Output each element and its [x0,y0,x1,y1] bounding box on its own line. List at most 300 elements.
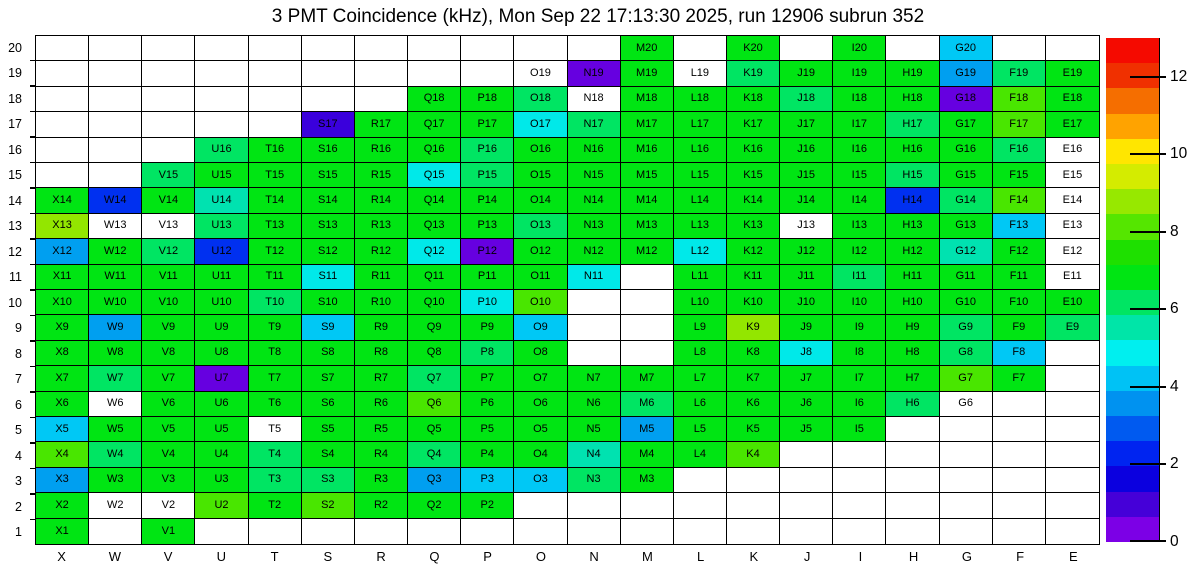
grid-cell-N20 [568,36,621,61]
grid-cell-J11: J11 [780,265,833,290]
grid-cell-N4: N4 [568,442,621,467]
grid-cell-X17 [36,112,89,137]
grid-cell-R7: R7 [355,366,408,391]
grid-cell-R8: R8 [355,341,408,366]
grid-cell-K9: K9 [727,315,780,340]
grid-cell-G15: G15 [940,163,993,188]
grid-cell-V8: V8 [142,341,195,366]
grid-cell-H6: H6 [886,392,939,417]
grid-cell-J15: J15 [780,163,833,188]
grid-cell-G12: G12 [940,239,993,264]
grid-cell-W5: W5 [89,417,142,442]
grid-cell-E20 [1046,36,1099,61]
grid-cell-V18 [142,87,195,112]
x-axis-label-H: H [908,549,919,564]
grid-cell-I4 [833,442,886,467]
grid-cell-J10: J10 [780,290,833,315]
grid-cell-L20 [674,36,727,61]
grid-cell-F9: F9 [993,315,1046,340]
grid-cell-O5: O5 [514,417,567,442]
grid-cell-N1 [568,519,621,544]
grid-cell-V3: V3 [142,468,195,493]
grid-cell-T13: T13 [249,214,302,239]
grid-cell-U14: U14 [195,188,248,213]
y-axis-label-13: 13 [8,219,22,234]
grid-cell-W20 [89,36,142,61]
grid-cell-W16 [89,138,142,163]
grid-cell-P6: P6 [461,392,514,417]
grid-cell-X3: X3 [36,468,89,493]
y-axis-label-11: 11 [9,270,22,285]
grid-cell-W9: W9 [89,315,142,340]
colorbar-band [1106,290,1159,315]
grid-cell-E6 [1046,392,1099,417]
grid-cell-I14: I14 [833,188,886,213]
grid-cell-P16: P16 [461,138,514,163]
grid-cell-R18 [355,87,408,112]
grid-cell-P17: P17 [461,112,514,137]
grid-cell-M18: M18 [621,87,674,112]
grid-cell-N6: N6 [568,392,621,417]
y-axis-label-2: 2 [15,499,22,514]
grid-cell-P10: P10 [461,290,514,315]
grid-cell-I8: I8 [833,341,886,366]
grid-cell-L18: L18 [674,87,727,112]
grid-cell-J4 [780,442,833,467]
grid-cell-X2: X2 [36,493,89,518]
grid-cell-H15: H15 [886,163,939,188]
grid-cell-M4: M4 [621,442,674,467]
grid-cell-O2 [514,493,567,518]
grid-cell-K17: K17 [727,112,780,137]
grid-cell-W19 [89,61,142,86]
grid-cell-G14: G14 [940,188,993,213]
grid-cell-T19 [249,61,302,86]
grid-cell-W8: W8 [89,341,142,366]
x-axis-label-N: N [589,549,599,564]
grid-cell-X13: X13 [36,214,89,239]
grid-cell-T1 [249,519,302,544]
grid-cell-N17: N17 [568,112,621,137]
grid-cell-I16: I16 [833,138,886,163]
grid-cell-H8: H8 [886,341,939,366]
grid-cell-F6 [993,392,1046,417]
grid-cell-E3 [1046,468,1099,493]
grid-cell-N14: N14 [568,188,621,213]
grid-cell-X9: X9 [36,315,89,340]
x-axis-label-J: J [803,549,811,564]
grid-cell-E14: E14 [1046,188,1099,213]
grid-cell-K6: K6 [727,392,780,417]
grid-cell-Q10: Q10 [408,290,461,315]
grid-cell-Q8: Q8 [408,341,461,366]
grid-cell-N3: N3 [568,468,621,493]
grid-cell-P8: P8 [461,341,514,366]
grid-cell-I15: I15 [833,163,886,188]
y-axis-label-12: 12 [8,244,22,259]
colorbar-band [1106,114,1159,139]
grid-cell-N7: N7 [568,366,621,391]
grid-cell-W2: W2 [89,493,142,518]
heatmap-grid [35,35,1100,545]
x-axis-label-W: W [108,549,122,564]
grid-cell-T9: T9 [249,315,302,340]
grid-cell-I10: I10 [833,290,886,315]
grid-cell-I17: I17 [833,112,886,137]
grid-cell-K16: K16 [727,138,780,163]
grid-cell-M9 [621,315,674,340]
colorbar-tick-label: 0 [1170,533,1179,550]
grid-cell-V1: V1 [142,519,195,544]
grid-cell-K13: K13 [727,214,780,239]
grid-cell-V16 [142,138,195,163]
grid-cell-X7: X7 [36,366,89,391]
grid-cell-F8: F8 [993,341,1046,366]
grid-cell-R11: R11 [355,265,408,290]
grid-cell-M5: M5 [621,417,674,442]
grid-cell-L8: L8 [674,341,727,366]
grid-cell-S14: S14 [302,188,355,213]
x-axis-label-U: U [216,549,227,564]
grid-cell-J3 [780,468,833,493]
grid-cell-J8: J8 [780,341,833,366]
grid-cell-X5: X5 [36,417,89,442]
grid-cell-K5: K5 [727,417,780,442]
grid-cell-K7: K7 [727,366,780,391]
grid-cell-I1 [833,519,886,544]
grid-cell-O17: O17 [514,112,567,137]
grid-cell-K14: K14 [727,188,780,213]
grid-cell-J20 [780,36,833,61]
colorbar-band [1106,366,1159,391]
grid-cell-T5: T5 [249,417,302,442]
grid-cell-M3: M3 [621,468,674,493]
grid-cell-O3: O3 [514,468,567,493]
grid-cell-W14: W14 [89,188,142,213]
grid-cell-O8: O8 [514,341,567,366]
grid-cell-N10 [568,290,621,315]
grid-cell-I20: I20 [833,36,886,61]
grid-cell-W13: W13 [89,214,142,239]
grid-cell-F12: F12 [993,239,1046,264]
grid-cell-P3: P3 [461,468,514,493]
grid-cell-V5: V5 [142,417,195,442]
grid-cell-F10: F10 [993,290,1046,315]
grid-cell-M17: M17 [621,112,674,137]
grid-cell-F1 [993,519,1046,544]
grid-cell-U18 [195,87,248,112]
grid-cell-O12: O12 [514,239,567,264]
grid-cell-X11: X11 [36,265,89,290]
grid-cell-R13: R13 [355,214,408,239]
grid-cell-P20 [461,36,514,61]
grid-cell-W12: W12 [89,239,142,264]
grid-cell-H12: H12 [886,239,939,264]
grid-cell-N2 [568,493,621,518]
grid-cell-Q20 [408,36,461,61]
grid-cell-T8: T8 [249,341,302,366]
grid-cell-N19: N19 [568,61,621,86]
colorbar-band [1106,63,1159,88]
grid-cell-M7: M7 [621,366,674,391]
grid-cell-Q13: Q13 [408,214,461,239]
grid-cell-F20 [993,36,1046,61]
grid-cell-W6: W6 [89,392,142,417]
grid-cell-V11: V11 [142,265,195,290]
grid-cell-N9 [568,315,621,340]
grid-cell-O20 [514,36,567,61]
grid-cell-L2 [674,493,727,518]
grid-cell-H7: H7 [886,366,939,391]
grid-cell-H18: H18 [886,87,939,112]
grid-cell-T3: T3 [249,468,302,493]
grid-cell-Q2: Q2 [408,493,461,518]
colorbar-band [1106,88,1159,113]
grid-cell-H16: H16 [886,138,939,163]
grid-cell-O16: O16 [514,138,567,163]
grid-cell-T6: T6 [249,392,302,417]
grid-cell-L7: L7 [674,366,727,391]
grid-cell-L3 [674,468,727,493]
grid-cell-S16: S16 [302,138,355,163]
grid-cell-U13: U13 [195,214,248,239]
grid-cell-G11: G11 [940,265,993,290]
grid-cell-X1: X1 [36,519,89,544]
grid-cell-G10: G10 [940,290,993,315]
grid-cell-F3 [993,468,1046,493]
grid-cell-G9: G9 [940,315,993,340]
grid-cell-W15 [89,163,142,188]
grid-cell-V13: V13 [142,214,195,239]
x-axis-label-I: I [858,549,863,564]
grid-cell-E8 [1046,341,1099,366]
colorbar-band [1106,315,1159,340]
grid-cell-Q7: Q7 [408,366,461,391]
grid-cell-X8: X8 [36,341,89,366]
grid-cell-Q19 [408,61,461,86]
grid-cell-G5 [940,417,993,442]
grid-cell-F17: F17 [993,112,1046,137]
grid-cell-J14: J14 [780,188,833,213]
grid-cell-K19: K19 [727,61,780,86]
grid-cell-G16: G16 [940,138,993,163]
grid-cell-T11: T11 [249,265,302,290]
y-axis-label-6: 6 [15,397,22,412]
grid-cell-G2 [940,493,993,518]
grid-cell-V10: V10 [142,290,195,315]
grid-cell-E13: E13 [1046,214,1099,239]
colorbar-band [1106,214,1159,239]
grid-cell-R5: R5 [355,417,408,442]
colorbar-band [1106,441,1159,466]
grid-cell-U9: U9 [195,315,248,340]
grid-cell-S18 [302,87,355,112]
grid-cell-G7: G7 [940,366,993,391]
grid-cell-Q16: Q16 [408,138,461,163]
grid-cell-K12: K12 [727,239,780,264]
grid-cell-L4: L4 [674,442,727,467]
x-axis-label-O: O [535,549,546,564]
grid-cell-H1 [886,519,939,544]
grid-cell-W3: W3 [89,468,142,493]
grid-cell-P4: P4 [461,442,514,467]
grid-cell-O13: O13 [514,214,567,239]
grid-cell-T16: T16 [249,138,302,163]
grid-cell-G20: G20 [940,36,993,61]
colorbar-band [1106,265,1159,290]
grid-cell-U1 [195,519,248,544]
grid-cell-S2: S2 [302,493,355,518]
y-axis-label-3: 3 [15,474,22,489]
grid-cell-F18: F18 [993,87,1046,112]
grid-cell-K1 [727,519,780,544]
x-axis-label-R: R [376,549,386,564]
y-axis-label-5: 5 [15,423,22,438]
grid-cell-I2 [833,493,886,518]
grid-cell-E17: E17 [1046,112,1099,137]
grid-cell-N13: N13 [568,214,621,239]
grid-cell-J19: J19 [780,61,833,86]
grid-cell-E7 [1046,366,1099,391]
grid-cell-M8 [621,341,674,366]
grid-cell-L1 [674,519,727,544]
grid-cell-X18 [36,87,89,112]
grid-cell-Q17: Q17 [408,112,461,137]
grid-cell-Q9: Q9 [408,315,461,340]
colorbar-tick-label: 8 [1170,222,1179,240]
grid-cell-E2 [1046,493,1099,518]
grid-cell-U6: U6 [195,392,248,417]
grid-cell-E16: E16 [1046,138,1099,163]
x-axis-label-V: V [163,549,173,564]
grid-cell-R6: R6 [355,392,408,417]
grid-cell-H11: H11 [886,265,939,290]
grid-cell-J9: J9 [780,315,833,340]
grid-cell-T18 [249,87,302,112]
grid-cell-P12: P12 [461,239,514,264]
colorbar-tick-label: 12 [1170,67,1188,85]
x-axis-label-G: G [961,549,972,564]
grid-cell-Q15: Q15 [408,163,461,188]
grid-cell-L6: L6 [674,392,727,417]
grid-cell-L15: L15 [674,163,727,188]
grid-cell-G19: G19 [940,61,993,86]
grid-cell-I18: I18 [833,87,886,112]
colorbar-band [1106,391,1159,416]
grid-cell-V19 [142,61,195,86]
grid-cell-O7: O7 [514,366,567,391]
grid-cell-W4: W4 [89,442,142,467]
grid-cell-S17: S17 [302,112,355,137]
grid-cell-R2: R2 [355,493,408,518]
grid-cell-R20 [355,36,408,61]
grid-cell-P2: P2 [461,493,514,518]
colorbar-tick-label: 6 [1170,300,1179,318]
grid-cell-U4: U4 [195,442,248,467]
grid-cell-O14: O14 [514,188,567,213]
grid-cell-J18: J18 [780,87,833,112]
grid-cell-N8 [568,341,621,366]
grid-cell-Q14: Q14 [408,188,461,213]
grid-cell-H13: H13 [886,214,939,239]
grid-cell-S10: S10 [302,290,355,315]
grid-cell-P7: P7 [461,366,514,391]
grid-cell-T12: T12 [249,239,302,264]
grid-cell-I3 [833,468,886,493]
x-axis-label-P: P [483,549,492,564]
grid-cell-O19: O19 [514,61,567,86]
grid-cell-O9: O9 [514,315,567,340]
y-axis-label-9: 9 [15,321,22,336]
grid-cell-H2 [886,493,939,518]
grid-cell-E4 [1046,442,1099,467]
grid-cell-U19 [195,61,248,86]
grid-cell-H17: H17 [886,112,939,137]
y-axis-label-8: 8 [15,346,22,361]
colorbar-band [1106,492,1159,517]
grid-cell-E12: E12 [1046,239,1099,264]
grid-cell-S5: S5 [302,417,355,442]
grid-cell-P5: P5 [461,417,514,442]
grid-cell-P1 [461,519,514,544]
grid-cell-X16 [36,138,89,163]
grid-cell-F11: F11 [993,265,1046,290]
colorbar-tick-label: 4 [1170,377,1179,395]
grid-cell-K10: K10 [727,290,780,315]
y-axis-label-14: 14 [8,193,22,208]
grid-cell-V12: V12 [142,239,195,264]
grid-cell-L13: L13 [674,214,727,239]
grid-cell-X20 [36,36,89,61]
grid-cell-U12: U12 [195,239,248,264]
grid-cell-M11 [621,265,674,290]
grid-cell-S3: S3 [302,468,355,493]
grid-cell-H4 [886,442,939,467]
grid-cell-Q3: Q3 [408,468,461,493]
grid-cell-L10: L10 [674,290,727,315]
grid-cell-M6: M6 [621,392,674,417]
grid-cell-P14: P14 [461,188,514,213]
grid-cell-F7: F7 [993,366,1046,391]
colorbar-band [1106,164,1159,189]
grid-cell-P13: P13 [461,214,514,239]
grid-cell-K18: K18 [727,87,780,112]
grid-cell-L9: L9 [674,315,727,340]
grid-cell-M15: M15 [621,163,674,188]
grid-cell-T10: T10 [249,290,302,315]
grid-cell-G17: G17 [940,112,993,137]
x-axis-label-F: F [1016,549,1025,564]
grid-cell-W7: W7 [89,366,142,391]
grid-cell-R19 [355,61,408,86]
colorbar-band [1106,416,1159,441]
grid-cell-G6: G6 [940,392,993,417]
grid-cell-K4: K4 [727,442,780,467]
grid-cell-J7: J7 [780,366,833,391]
grid-cell-V15: V15 [142,163,195,188]
grid-cell-U3: U3 [195,468,248,493]
grid-cell-K11: K11 [727,265,780,290]
grid-cell-G4 [940,442,993,467]
grid-cell-X19 [36,61,89,86]
grid-cell-G3 [940,468,993,493]
grid-cell-I13: I13 [833,214,886,239]
grid-cell-X14: X14 [36,188,89,213]
grid-cell-J6: J6 [780,392,833,417]
grid-cell-Q1 [408,519,461,544]
grid-cell-J12: J12 [780,239,833,264]
grid-cell-G8: G8 [940,341,993,366]
